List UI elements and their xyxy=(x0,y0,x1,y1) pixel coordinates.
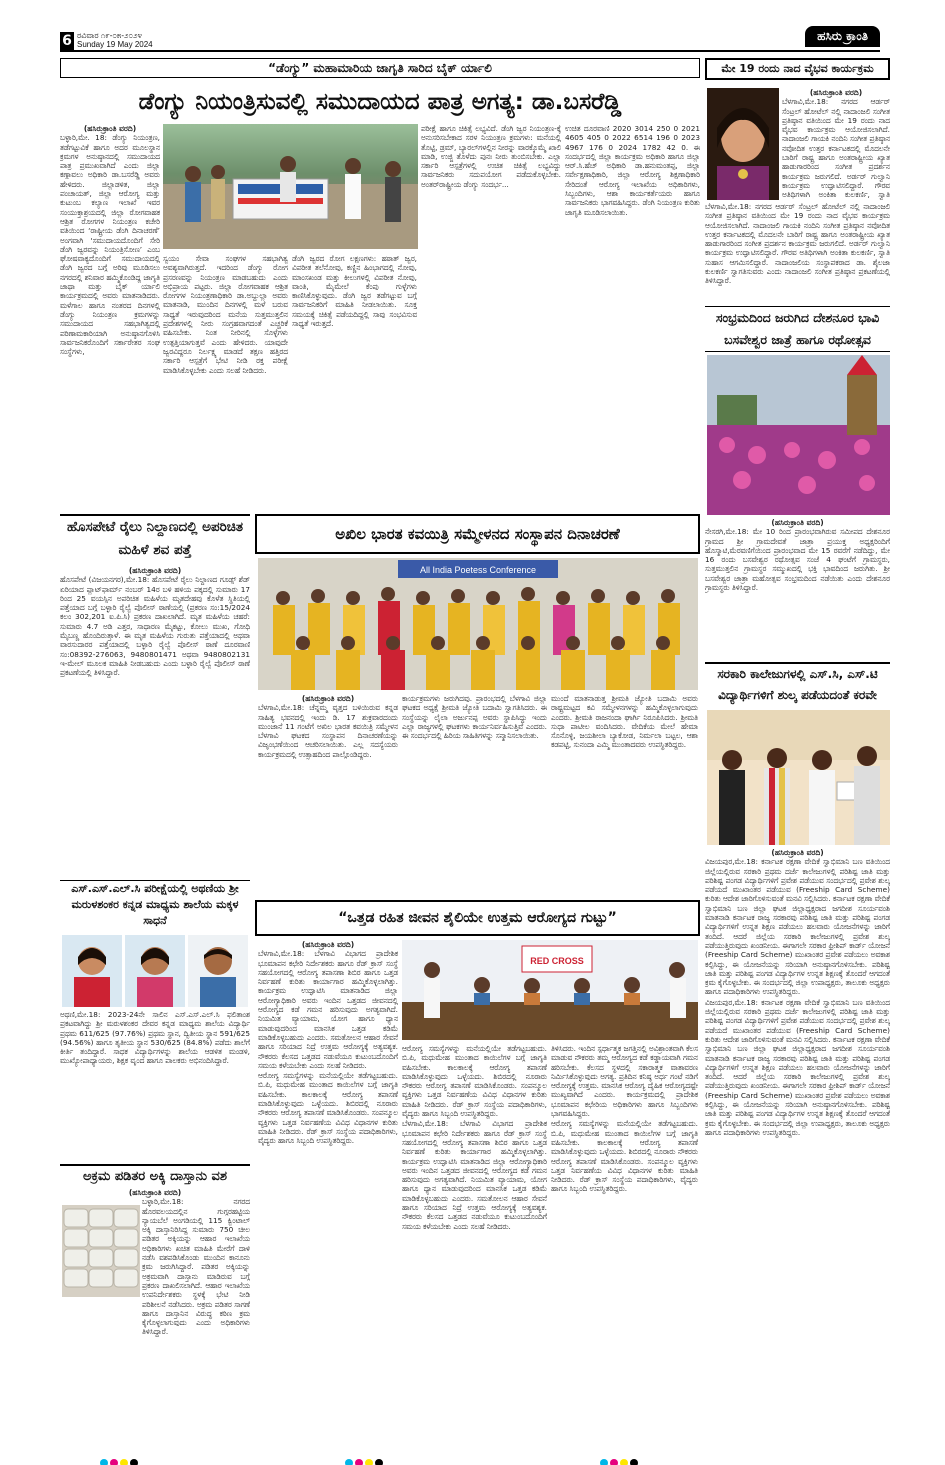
rally-photo xyxy=(163,124,418,249)
college-photo xyxy=(707,710,890,845)
health-photo xyxy=(402,940,698,1040)
rice-byline: (ಹಸಿರುಕ್ರಾಂತಿ ವರದಿ) xyxy=(128,1188,182,1197)
railway-column xyxy=(60,566,250,876)
lead-text-1: ಬಳ್ಳಾರಿ,ಮೇ. 18: ಡೆಂಗ್ಯು ನಿಯಂತ್ರಣ, ತಡೆಗಟ್ಟುವಿಕೆ ಹಾಗೂ ಅದರ ಮೂಲಸ್ಥಾನ ಕ್ರಮಗಳ ಅನುಷ್ಠಾನದಲ್ಲಿ ಸಮುದಾಯದ ಪಾತ್ರ ಪ್ರಮುಖವಾಗಿದೆ ಎಂದು ಜಿಲ್ಲಾ ಕಣ್ಗಾವಲು ಅಧಿಕಾರಿ ಡಾ.ಬಸರೆಡ್ಡಿ ಅವರು ಹೇಳಿದರು. ಜಿಲ್ಲಾಡಳಿತ, ಜಿಲ್ಲಾ ಪಂಚಾಯತ್, ಜಿಲ್ಲಾ ಆರೋಗ್ಯ ಮತ್ತು ಕುಟುಂಬ ಕಲ್ಯಾಣ ಇಲಾಖೆ ಇವರ ಸಂಯುಕ್ತಾಶ್ರಯದಲ್ಲಿ ಜಿಲ್ಲಾ ರೋಗವಾಹಕ ಆಶ್ರಿತ ರೋಗಗಳ ನಿಯಂತ್ರಣ ಕಚೇರಿ ವತಿಯಿಂದ ‘ರಾಷ್ಟ್ರೀಯ ಡೆಂಗಿ ದಿನಾಚರಣೆ’ ಅಂಗವಾಗಿ ‘ಸಮುದಾಯದೊಂದಿಗೆ ಸೇರಿ ಡೆಂಗಿ ಜ್ವರವನ್ನು ನಿಯಂತ್ರಿಸೋಣ’ ಎಂಬ ಘೋಷವಾಕ್ಯದೊಂದಿಗೆ ಸಮುದಾಯದಲ್ಲಿ ಡೆಂಗಿ ಜ್ವರದ ಬಗ್ಗೆ ಅರಿವು ಮೂಡಿಸಲು ನಗರದಲ್ಲಿ ಶನಿವಾರ ಹಮ್ಮಿಕೊಂಡಿದ್ದ ಜಾಗೃತಿ ಜಾಥಾ ಮತ್ತು ಬೈಕ್ ರ್ಯಾಲಿ ಕಾರ್ಯಕ್ರಮದಲ್ಲಿ ಅವರು ಮಾತನಾಡಿದರು. ಮಳೆಗಾಲ ಹಾಗೂ ನಂತರದ ದಿನಗಳಲ್ಲಿ ಡೆಂಗ್ಯು ನಿಯಂತ್ರಣ ಕ್ರಮಗಳನ್ನು ಸಮುದಾಯದ ಸಹಭಾಗಿತ್ವದಲ್ಲಿ ಪರಿಣಾಮಕಾರಿಯಾಗಿ ಅನುಷ್ಠಾನಗೊಳಿಸಿ ಸಾರ್ವಜನಿಕರೊಂದಿಗೆ ಸರ್ಕಾರೇತರ ಸಂಘ ಸಂಸ್ಥೆಗಳು, xyxy=(60,133,160,357)
health-text-2: ಆರೋಗ್ಯ ಸಮಸ್ಯೆಗಳನ್ನು ಮನೆಯಲ್ಲಿಯೇ ತಡೆಗಟ್ಟಬಹುದು. ಬಿ.ಪಿ, ಮಧುಮೇಹ ಮುಂತಾದ ಕಾಯಿಲೆಗಳ ಬಗ್ಗೆ ಜಾಗೃತಿ ವಹಿಸಬೇಕು. ಕಾಲಕಾಲಕ್ಕೆ ಆರೋಗ್ಯ ತಪಾಸಣೆ ಮಾಡಿಸಿಕೊಳ್ಳುವುದು ಒಳ್ಳೆಯದು. ಶಿಬಿರದಲ್ಲಿ ನೂರಾರು ನೌಕರರು ಆರೋಗ್ಯ ತಪಾಸಣೆ ಮಾಡಿಸಿಕೊಂಡರು. ಸಂಪನ್ಮೂಲ ವ್ಯಕ್ತಿಗಳು ಒತ್ತಡ ನಿರ್ವಹಣೆಯ ವಿವಿಧ ವಿಧಾನಗಳ ಕುರಿತು ಮಾಹಿತಿ ನೀಡಿದರು. ರೆಡ್ ಕ್ರಾಸ್ ಸಂಸ್ಥೆಯ ಪದಾಧಿಕಾರಿಗಳು, ವೈದ್ಯರು ಹಾಗೂ ಸಿಬ್ಬಂದಿ ಉಪಸ್ಥಿತರಿದ್ದರು. xyxy=(402,1044,547,1119)
railway-text: ಹೊಸಪೇಟೆ (ವಿಜಯನಗರ),ಮೇ.18: ಹೊಸಪೇಟೆ ರೈಲು ನಿಲ್ದಾಣದ ಗೂಡ್ಸ್ ಶೆಡ್ ಏರಿಯಾದ ಪ್ಲಾಟ್‌ಫಾರ್ಮ್ ನಂಬರ್ 14ರ ಬಳಿ ಹಳಿಯ ಪಕ್ಕದಲ್ಲಿ ಸುಮಾರು 17 ರಿಂದ 25 ವಯಸ್ಸಿನ ಅಪರಿಚಿತ ಮಹಿಳೆಯ ಮೃತದೇಹವು ಕೊಳೆತ ಸ್ಥಿತಿಯಲ್ಲಿ ಪತ್ತೆಯಾದ ಬಗ್ಗೆ ಬಳ್ಳಾರಿ ರೈಲ್ವೆ ಪೊಲೀಸ್ ಠಾಣೆಯಲ್ಲಿ (ಪ್ರಕರಣ ಸಂ:15/2024 ಕಲಂ 302,201 ಐ.ಪಿ.ಸಿ) ಪ್ರಕರಣ ದಾಖಲಾಗಿದೆ. ಮೃತ ಮಹಿಳೆಯ ಚಹರೆ: ಸುಮಾರು 4.7 ಅಡಿ ಎತ್ತರ, ಸಾಧಾರಣ ಮೈಕಟ್ಟು, ಕೋಲು ಮುಖ, ಗೋಧಿ ಮೈಬಣ್ಣ ಹೊಂದಿರುತ್ತಾಳೆ. ಈ ಮೃತ ಮಹಿಳೆಯ ಗುರುತು ಪತ್ತೆಯಾದಲ್ಲಿ ಅಥವಾ ವಾರಸುದಾರರ ಪತ್ತೆಯಾದಲ್ಲಿ ಬಳ್ಳಾರಿ ರೈಲ್ವೆ ಪೊಲೀಸ್ ಠಾಣೆ ದೂರವಾಣಿ ಸಂ:08392-276063, 9480801471 ಅಥವಾ 9480802131 ಇ-ಮೇಲ್ ಮೂಲಕ ಮಾಹಿತಿ ನೀಡಬಹುದು ಎಂದು ಬಳ್ಳಾರಿ ರೈಲ್ವೆ ಪೊಲೀಸ್ ಠಾಣೆ ಪ್ರಕಟಣೆಯಲ್ಲಿ ತಿಳಿಸಿದ್ದಾರೆ. xyxy=(60,575,250,678)
health-text-3b: ಆರೋಗ್ಯ ಸಮಸ್ಯೆಗಳನ್ನು ಮನೆಯಲ್ಲಿಯೇ ತಡೆಗಟ್ಟಬಹುದು. ಬಿ.ಪಿ, ಮಧುಮೇಹ ಮುಂತಾದ ಕಾಯಿಲೆಗಳ ಬಗ್ಗೆ ಜಾಗೃತಿ ವಹಿಸಬೇಕು. ಕಾಲಕಾಲಕ್ಕೆ ಆರೋಗ್ಯ ತಪಾಸಣೆ ಮಾಡಿಸಿಕೊಳ್ಳುವುದು ಒಳ್ಳೆಯದು. ಶಿಬಿರದಲ್ಲಿ ನೂರಾರು ನೌಕರರು ಆರೋಗ್ಯ ತಪಾಸಣೆ ಮಾಡಿಸಿಕೊಂಡರು. ಸಂಪನ್ಮೂಲ ವ್ಯಕ್ತಿಗಳು ಒತ್ತಡ ನಿರ್ವಹಣೆಯ ವಿವಿಧ ವಿಧಾನಗಳ ಕುರಿತು ಮಾಹಿತಿ ನೀಡಿದರು. ರೆಡ್ ಕ್ರಾಸ್ ಸಂಸ್ಥೆಯ ಪದಾಧಿಕಾರಿಗಳು, ವೈದ್ಯರು ಹಾಗೂ ಸಿಬ್ಬಂದಿ ಉಪಸ್ಥಿತರಿದ್ದರು. xyxy=(551,1119,698,1194)
poet-text-2: ಕಾರ್ಯಕ್ರಮಗಳು ಜರುಗಿದವು. ಪ್ರಾರಂಭದಲ್ಲಿ ಬೆಳಗಾವಿ ಜಿಲ್ಲಾ ಘಟಕದ ಅಧ್ಯಕ್ಷೆ ಶ್ರೀಮತಿ ಜ್ಯೋತಿ ಬದಾಮಿ ಸ್ವಾಗತಿಸಿದರು. ಈ ಸಂಸ್ಥೆಯನ್ನು ಲೈಲಾ ಅರ್ಜುನಪ್ಪ ಅವರು ಸ್ಥಾಪಿಸಿದ್ದು ಇಂದು ಎಲ್ಲಾ ರಾಜ್ಯಗಳಲ್ಲಿ ಘಟಕಗಳು ಕಾರ್ಯನಿರ್ವಹಿಸುತ್ತಿವೆ ಎಂದರು. ಈ ಸಂದರ್ಭದಲ್ಲಿ ಹಿರಿಯ ಸಾಹಿತಿಗಳನ್ನು ಸನ್ಮಾನಿಸಲಾಯಿತು. xyxy=(402,694,547,741)
poet-text-3: ಮುಂದೆ ಮಾತನಾಡುತ್ತ ಶ್ರೀಮತಿ ಜ್ಯೋತಿ ಬದಾಮಿ ಅವರು ರಾಷ್ಟ್ರಮಟ್ಟದ ಕವಿ ಸಮ್ಮೇಳನಗಳನ್ನು ಹಮ್ಮಿಕೊಳ್ಳಲಾಗುವುದು ಎಂದರು. ಶ್ರೀಮತಿ ರಾಜನಂದಾ ಘಾರ್ಗಿ ನಿರೂಪಿಸಿದರು. ಶ್ರೀಮತಿ ಸುಧಾ ಪಾಟೀಲ ವಂದಿಸಿದರು. ವೇದಿಕೆಯ ಮೇಲೆ ಹೇಮಾ ಸೊನೊಳ್ಳಿ, ಜಯಶೀಲಾ ಬ್ಯಾಕೋಡ, ನಿರ್ಮಲಾ ಬಟ್ಟಲ, ಆಶಾ ಕಡಪಟ್ಟಿ, ಸುನಂದಾ ಎಮ್ಮಿ ಮುಂತಾದವರು ಉಪಸ್ಥಿತರಿದ್ದರು. xyxy=(551,694,698,750)
health-column-2 xyxy=(402,1044,547,1440)
lead-column-5 xyxy=(565,124,700,509)
date-line xyxy=(77,31,153,49)
lead-column-2 xyxy=(163,254,288,509)
college-headline: ಸರಕಾರಿ ಕಾಲೇಜುಗಳಲ್ಲಿ ಎಸ್.ಸಿ, ಎಸ್.ಟಿ ವಿದ್ಯಾರ್ಥಿಗಳಿಗೆ ಶುಲ್ಕ ಪಡೆಯದಂತೆ ಕರವೇ xyxy=(705,662,890,706)
jatre-text: ನೇಸರಗಿ,ಮೇ.18: ಮೇ 10 ರಿಂದ ಪ್ರಾರಂಭವಾಗಿರುವ ಸಮೀಪದ ದೇಶನೂರ ಗ್ರಾಮದ ಶ್ರೀ ಗ್ರಾಮದೇವತೆ ಜಾತ್ರಾ ಪ್ರಯುಕ್ತ ಅಧ್ಯಕ್ಷರಿಂದಿಗೆ ಹೊಸ್ಮಾಟಿ,ಮೆರವಣಿಗೆಯಿಂದ ಪ್ರಾರಂಭವಾದ ಮೇ 15 ರವರೆಗೆ ನಡೆದಿದ್ದು, ಮೇ 16 ರಂದು ಬಸವೇಶ್ವರ ರಥೋತ್ಸವ ಸಂಜೆ 4 ಘಂಟೆಗೆ ಗ್ರಾಮಸ್ಥರು, ಸುತ್ತಮುತ್ತಲಿನ ಗ್ರಾಮಸ್ಥರ ಸಮ್ಮುಖದಲ್ಲಿ ಭಕ್ತಿ ಭಾವದಿಂದ ಜರುಗಿತು. ಶ್ರೀ ಬಸವೇಶ್ವರ ಜಾತ್ರಾ ಮಹೋತ್ಸವ ಸಂಭ್ರಮದಿಂದ ನಡೆಯಿತು ಎಂದು ದೇಶನೂರ ಗ್ರಾಮಸ್ಥರು ತಿಳಿಸಿದ್ದಾರೆ. xyxy=(705,527,890,593)
lead-text-5: ಉಚಿತ ದೂರವಾಣಿ 2020 3014 250 0 2021 4605 405 0 2022 6514 196 0 2023 4967 176 0 2024 1782 42 0. ಈ ಸಂದರ್ಭದಲ್ಲಿ ಜಿಲ್ಲಾ ಕಾರ್ಯಕ್ರಮ ಅಧಿಕಾರಿ ಹಾಗೂ ಜಿಲ್ಲಾ ಆರ್.ಸಿ.ಹೆಚ್ ಅಧಿಕಾರಿ ಡಾ.ಹನುಮಂತಪ್ಪ, ಜಿಲ್ಲಾ ಸರ್ವೇಕ್ಷಣಾಧಿಕಾರಿ, ಜಿಲ್ಲಾ ಆರೋಗ್ಯ ಶಿಕ್ಷಣಾಧಿಕಾರಿ ಸೇರಿದಂತೆ ಆರೋಗ್ಯ ಇಲಾಖೆಯ ಅಧಿಕಾರಿಗಳು, ಸಿಬ್ಬಂದಿಗಳು, ಆಶಾ ಕಾರ್ಯಕರ್ತೆಯರು ಹಾಗೂ ಸಾರ್ವಜನಿಕರು ಭಾಗವಹಿಸಿದ್ದರು. ಡೆಂಗಿ ನಿಯಂತ್ರಣ ಕುರಿತು ಜಾಗೃತಿ ಮೂಡಿಸಲಾಯಿತು. xyxy=(565,124,700,217)
nada-byline: (ಹಸಿರುಕ್ರಾಂತಿ ವರದಿ) xyxy=(809,88,863,97)
health-byline: (ಹಸಿರುಕ್ರಾಂತಿ ವರದಿ) xyxy=(301,940,355,949)
college-text: ವಿಜಯಪುರ,ಮೇ.18: ಕರ್ನಾಟಕ ರಕ್ಷಣಾ ವೇದಿಕೆ ಸ್ವಾಭಿಮಾನಿ ಬಣ ವತಿಯಿಂದ ಜಿಲ್ಲೆಯಲ್ಲಿರುವ ಸರಕಾರಿ ಪ್ರಥಮ ದರ್ಜೆ ಕಾಲೇಜುಗಳಲ್ಲಿ ಪರಿಶಿಷ್ಟ ಜಾತಿ ಮತ್ತು ಪರಿಶಿಷ್ಟ ಪಂಗಡ ವಿದ್ಯಾರ್ಥಿಗಳಿಗೆ ಪ್ರವೇಶ ಪಡೆಯುವ ಸಂದರ್ಭದಲ್ಲಿ ಪ್ರವೇಶ ಶುಲ್ಕ ಪಡೆಯದೆ ಮುಖಾಂತರ ಪಡೆಯುವ (Freeship Card Scheme) ಕುರಿತು ಆದೇಶ ಜಾರಿಗೊಳಿಸುವಂತೆ ಮನವಿ ಸಲ್ಲಿಸಿದರು. ಕರ್ನಾಟಕ ರಕ್ಷಣಾ ವೇದಿಕೆ ಸ್ವಾಭಿಮಾನಿ ಬಣ ಜಿಲ್ಲಾ ಘಟಕ ಜಿಲ್ಲಾಧ್ಯಕ್ಷರಾದ ಜಗದೀಶ ಸೂರ್ಯವಂಶಿ ಮಾತನಾಡಿ ಕರ್ನಾಟಕ ರಾಜ್ಯ ಸರಕಾರವು ಪರಿಶಿಷ್ಟ ಜಾತಿ ಮತ್ತು ಪರಿಶಿಷ್ಟ ಪಂಗಡ ವಿದ್ಯಾರ್ಥಿಗಳಿಗೆ ಉನ್ನತ ಶಿಕ್ಷಣ ಪಡೆಯಲು ಹಲವಾರು ಯೋಜನೆಗಳನ್ನು ಜಾರಿಗೆ ತಂದಿದೆ. ಆದರೆ ಜಿಲ್ಲೆಯ ಸರಕಾರಿ ಕಾಲೇಜುಗಳಲ್ಲಿ ಪ್ರವೇಶ ಶುಲ್ಕ ಪಡೆಯುತ್ತಿರುವುದು ಖಂಡನೀಯ. ಈಗಾಗಲೇ ಸರಕಾರ ಫ್ರೀಶಿಪ್ ಕಾರ್ಡ್ ಯೋಜನೆ (Freeship Card Scheme) ಮುಖಾಂತರ ಪ್ರವೇಶ ಪಡೆಯಲು ಅವಕಾಶ ಕಲ್ಪಿಸಿದ್ದು, ಈ ಯೋಜನೆಯನ್ನು ಸರಿಯಾಗಿ ಅನುಷ್ಠಾನಗೊಳಿಸಬೇಕು. ಪರಿಶಿಷ್ಟ ಜಾತಿ ಮತ್ತು ಪರಿಶಿಷ್ಟ ಪಂಗಡ ವಿದ್ಯಾರ್ಥಿಗಳ ಉನ್ನತ ಶಿಕ್ಷಣಕ್ಕೆ ತೊಂದರೆ ಆಗದಂತೆ ಕ್ರಮ ಕೈಗೊಳ್ಳಬೇಕು. ಈ ಸಂದರ್ಭದಲ್ಲಿ ಜಿಲ್ಲಾ ಉಪಾಧ್ಯಕ್ಷರು, ತಾಲೂಕು ಅಧ್ಯಕ್ಷರು ಹಾಗೂ ಪದಾಧಿಕಾರಿಗಳು ಉಪಸ್ಥಿತರಿದ್ದರು. xyxy=(705,857,890,997)
lead-column-1 xyxy=(60,124,160,509)
poet-headline-box xyxy=(255,514,700,554)
registration-marks-left xyxy=(100,1452,160,1462)
college-byline: (ಹಸಿರುಕ್ರಾಂತಿ ವರದಿ) xyxy=(771,848,824,857)
rice-headline: ಅಕ್ರಮ ಪಡಿತರ ಅಕ್ಕಿ ದಾಸ್ತಾನು ವಶ xyxy=(60,1164,250,1186)
poet-banner-text: All India Poetess Conference xyxy=(419,565,537,575)
lead-headline: ಡೆಂಗ್ಯು ನಿಯಂತ್ರಿಸುವಲ್ಲಿ ಸಮುದಾಯದ ಪಾತ್ರ ಅಗತ್ಯ: ಡಾ.ಬಸರೆಡ್ಡಿ xyxy=(138,89,622,115)
nada-text-continued: ಬೆಳಗಾವಿ,ಮೇ.18: ನಗರದ ಆರ್ಡರ್ ಸೆಂಟ್ರಲ್ ಹೋಟೆಲ್ ನಲ್ಲಿ ನಾದಾಂಜಲಿ ಸಂಗೀತ ಪ್ರತಿಷ್ಠಾನ ವತಿಯಿಂದ ಮೇ 19 ರಂದು ನಾದ ವೈಭವ ಕಾರ್ಯಕ್ರಮ ಆಯೋಜಿಸಲಾಗಿದೆ. ನಾದಾಂಜಲಿ ಗಾಯಕಿ ನಂದಿನಿ ಸಂಗೀತ ಪ್ರತಿಷ್ಠಾನ ನವೋದಿತ ಉತ್ತರ ಕರ್ನಾಟಕದಲ್ಲಿ ಮೊದಲನೇ ಬಾರಿಗೆ ರಾಷ್ಟ್ರ ಹಾಗೂ ಅಂತರಾಷ್ಟ್ರೀಯ ಖ್ಯಾತ ಹಾಡುಗಾರರಿಂದ ಸಂಗೀತ ಪ್ರದರ್ಶನ ಕಾರ್ಯಕ್ರಮ ಜರುಗಲಿದೆ. ಅರ್ಡರ್ ಗುಲ್ವಾನಿ ಕಾರ್ಯಕ್ರಮ ಉದ್ಘಾಟಿಸಲಿದ್ದಾರೆ. ಗೌರವ ಅತಿಥಿಗಳಾಗಿ ಅಂಕಿತಾ ಕುಲಕರ್ಣಿ, ಸ್ವಾತಿ ಸುಹಾಸ ಆಗಮಿಸಲಿದ್ದಾರೆ. ನಾದಾಂಜಲಿಯ ಸಂಸ್ಥಾಪಕರಾದ ಡಾ. ಶೈಲಜಾ ಕುಲಕರ್ಣಿ ಸ್ವಾಗತಿಸುವರು ಎಂದು ನಾದಾಂಜಲಿ ಸಂಗೀತ ಪ್ರತಿಷ್ಠಾನ ಪ್ರಕಟಣೆಯಲ್ಲಿ ತಿಳಿಸಿದ್ದಾರೆ. xyxy=(705,202,890,286)
health-headline-box xyxy=(255,900,700,936)
health-text-1: ಬೆಳಗಾವಿ,ಮೇ.18: ಬೆಳಗಾವಿ ವಿಭಾಗದ ಪ್ರಾದೇಶಿಕ ಭೂಮಾಪನ ಕಛೇರಿ ನಿರ್ದೇಶಕರು ಹಾಗೂ ರೆಡ್ ಕ್ರಾಸ್ ಸಂಸ್ಥೆ ಸಹಯೋಗದಲ್ಲಿ ಆರೋಗ್ಯ ತಪಾಸಣಾ ಶಿಬಿರ ಹಾಗೂ ಒತ್ತಡ ನಿರ್ವಹಣೆ ಕುರಿತು ಕಾರ್ಯಾಗಾರ ಹಮ್ಮಿಕೊಳ್ಳಲಾಗಿತ್ತು. ಕಾರ್ಯಕ್ರಮ ಉದ್ಘಾಟಿಸಿ ಮಾತನಾಡಿದ ಜಿಲ್ಲಾ ಆರೋಗ್ಯಾಧಿಕಾರಿ ಅವರು ಇಂದಿನ ಒತ್ತಡದ ಜೀವನದಲ್ಲಿ ಆರೋಗ್ಯದ ಕಡೆ ಗಮನ ಹರಿಸುವುದು ಅಗತ್ಯವಾಗಿದೆ. ನಿಯಮಿತ ವ್ಯಾಯಾಮ, ಯೋಗ ಹಾಗೂ ಧ್ಯಾನ ಮಾಡುವುದರಿಂದ ಮಾನಸಿಕ ಒತ್ತಡ ಕಡಿಮೆ ಮಾಡಿಕೊಳ್ಳಬಹುದು ಎಂದರು. ಸಮತೋಲನ ಆಹಾರ ಸೇವನೆ ಹಾಗೂ ಸರಿಯಾದ ನಿದ್ರೆ ಉತ್ತಮ ಆರೋಗ್ಯಕ್ಕೆ ಅತ್ಯವಶ್ಯಕ. ನೌಕರರು ಕೆಲಸದ ಒತ್ತಡದ ನಡುವೆಯೂ ಕುಟುಂಬದೊಂದಿಗೆ ಸಮಯ ಕಳೆಯಬೇಕು ಎಂದು ಸಲಹೆ ನೀಡಿದರು. xyxy=(258,949,398,1070)
singer-photo-art xyxy=(707,88,779,200)
railway-headline: ಹೊಸಪೇಟೆ ರೈಲು ನಿಲ್ದಾಣದಲ್ಲಿ ಅಪರಿಚಿತ ಮಹಿಳೆ ಶವ ಪತ್ತೆ xyxy=(60,514,250,562)
health-photo-art xyxy=(402,940,698,1040)
page-header xyxy=(60,30,880,52)
lead-column-3 xyxy=(292,254,417,509)
date-english: Sunday 19 May 2024 xyxy=(77,40,153,49)
nada-column-1 xyxy=(782,88,890,200)
poet-column-3 xyxy=(551,694,698,894)
sslc-column xyxy=(60,1010,250,1160)
students-photo xyxy=(62,935,248,1007)
health-column-1 xyxy=(258,940,398,1440)
jatre-headline: ಸಂಭ್ರಮದಿಂದ ಜರುಗಿದ ದೇಶನೂರ ಭಾವಿ ಬಸವೇಶ್ವರ ಜಾತ್ರೆ ಹಾಗೂ ರಥೋತ್ಸವ xyxy=(705,306,890,352)
health-text-2b: ಬೆಳಗಾವಿ,ಮೇ.18: ಬೆಳಗಾವಿ ವಿಭಾಗದ ಪ್ರಾದೇಶಿಕ ಭೂಮಾಪನ ಕಛೇರಿ ನಿರ್ದೇಶಕರು ಹಾಗೂ ರೆಡ್ ಕ್ರಾಸ್ ಸಂಸ್ಥೆ ಸಹಯೋಗದಲ್ಲಿ ಆರೋಗ್ಯ ತಪಾಸಣಾ ಶಿಬಿರ ಹಾಗೂ ಒತ್ತಡ ನಿರ್ವಹಣೆ ಕುರಿತು ಕಾರ್ಯಾಗಾರ ಹಮ್ಮಿಕೊಳ್ಳಲಾಗಿತ್ತು. ಕಾರ್ಯಕ್ರಮ ಉದ್ಘಾಟಿಸಿ ಮಾತನಾಡಿದ ಜಿಲ್ಲಾ ಆರೋಗ್ಯಾಧಿಕಾರಿ ಅವರು ಇಂದಿನ ಒತ್ತಡದ ಜೀವನದಲ್ಲಿ ಆರೋಗ್ಯದ ಕಡೆ ಗಮನ ಹರಿಸುವುದು ಅಗತ್ಯವಾಗಿದೆ. ನಿಯಮಿತ ವ್ಯಾಯಾಮ, ಯೋಗ ಹಾಗೂ ಧ್ಯಾನ ಮಾಡುವುದರಿಂದ ಮಾನಸಿಕ ಒತ್ತಡ ಕಡಿಮೆ ಮಾಡಿಕೊಳ್ಳಬಹುದು ಎಂದರು. ಸಮತೋಲನ ಆಹಾರ ಸೇವನೆ ಹಾಗೂ ಸರಿಯಾದ ನಿದ್ರೆ ಉತ್ತಮ ಆರೋಗ್ಯಕ್ಕೆ ಅತ್ಯವಶ್ಯಕ. ನೌಕರರು ಕೆಲಸದ ಒತ್ತಡದ ನಡುವೆಯೂ ಕುಟುಂಬದೊಂದಿಗೆ ಸಮಯ ಕಳೆಯಬೇಕು ಎಂದು ಸಲಹೆ ನೀಡಿದರು. xyxy=(402,1119,547,1231)
sslc-text: ಅಥಣಿ,ಮೇ.18: 2023-24ನೇ ಸಾಲಿನ ಎಸ್.ಎಸ್.ಎಲ್.ಸಿ ಫಲಿತಾಂಶ ಪ್ರಕಟವಾಗಿದ್ದು ಶ್ರೀ ಮರುಳಶಂಕರ ದೇವರ ಕನ್ನಡ ಮಾಧ್ಯಮ ಶಾಲೆಯ ವಿದ್ಯಾರ್ಥಿ ಪ್ರಥಮ 611/625 (97.76%) ಪ್ರಥಮ ಸ್ಥಾನ, ದ್ವಿತೀಯ ಸ್ಥಾನ 591/625 (94.56%) ಹಾಗೂ ತೃತೀಯ ಸ್ಥಾನ 530/625 (84.8%) ಪಡೆದು ಶಾಲೆಗೆ ಕೀರ್ತಿ ತಂದಿದ್ದಾರೆ. ಸಾಧಕ ವಿದ್ಯಾರ್ಥಿಗಳನ್ನು ಶಾಲೆಯ ಆಡಳಿತ ಮಂಡಳಿ, ಮುಖ್ಯೋಪಾಧ್ಯಾಯರು, ಶಿಕ್ಷಕ ವೃಂದ ಹಾಗೂ ಪಾಲಕರು ಅಭಿನಂದಿಸಿದ್ದಾರೆ. xyxy=(60,1010,250,1066)
lead-column-4 xyxy=(421,124,561,509)
health-text-3: ತಿಳಿಸಿದರು. ಇಂದಿನ ಸ್ಪರ್ಧಾತ್ಮಕ ಜಗತ್ತಿನಲ್ಲಿ ಅವಿಶ್ರಾಂತವಾಗಿ ಕೆಲಸ ಮಾಡುವ ನೌಕರರು ತಮ್ಮ ಆರೋಗ್ಯದ ಕಡೆ ಕಡ್ಡಾಯವಾಗಿ ಗಮನ ಹರಿಸಬೇಕು. ಕೆಲಸದ ಸ್ಥಳದಲ್ಲಿ ಸಕಾರಾತ್ಮಕ ವಾತಾವರಣ ನಿರ್ಮಿಸಿಕೊಳ್ಳುವುದು ಅಗತ್ಯ. ಪ್ರತಿದಿನ ಕನಿಷ್ಠ ಅರ್ಧ ಗಂಟೆ ನಡಿಗೆ ಆರೋಗ್ಯಕ್ಕೆ ಉತ್ತಮ. ಮಾನಸಿಕ ಆರೋಗ್ಯ ದೈಹಿಕ ಆರೋಗ್ಯದಷ್ಟೇ ಮುಖ್ಯವಾಗಿದೆ ಎಂದರು. ಕಾರ್ಯಕ್ರಮದಲ್ಲಿ ಪ್ರಾದೇಶಿಕ ಭೂಮಾಪನ ಕಛೇರಿಯ ಅಧಿಕಾರಿಗಳು ಹಾಗೂ ಸಿಬ್ಬಂದಿಗಳು ಭಾಗವಹಿಸಿದ್ದರು. xyxy=(551,1044,698,1119)
poet-group-photo-art xyxy=(258,558,698,690)
registration-marks-right xyxy=(600,1452,660,1462)
poet-group-photo xyxy=(258,558,698,690)
lead-text-3: ಡೆಂಗಿ ಜ್ವರದ ರೋಗ ಲಕ್ಷಣಗಳು: ಹಠಾತ್ ಜ್ವರ, ವಿಪರೀತ ತಲೆನೋವು, ಕಣ್ಣಿನ ಹಿಂಭಾಗದಲ್ಲಿ ನೋವು, ಮಾಂಸಖಂಡ ಮತ್ತು ಕೀಲುಗಳಲ್ಲಿ ವಿಪರೀತ ನೋವು, ವಾಂತಿ, ಮೈಮೇಲೆ ಕೆಂಪು ಗುಳ್ಳೆಗಳು ಕಾಣಿಸಿಕೊಳ್ಳುವುದು. ಡೆಂಗಿ ಜ್ವರ ತಡೆಗಟ್ಟುವ ಬಗ್ಗೆ ಸಾರ್ವಜನಿಕರಿಗೆ ಮಾಹಿತಿ ನೀಡಲಾಯಿತು. ಸೂಕ್ತ ಸಮಯಕ್ಕೆ ಚಿಕಿತ್ಸೆ ಪಡೆಯದಿದ್ದಲ್ಲಿ ಸಾವು ಸಂಭವಿಸುವ ಸಾಧ್ಯತೆ ಇರುತ್ತದೆ. xyxy=(292,254,417,329)
college-text-continued: ವಿಜಯಪುರ,ಮೇ.18: ಕರ್ನಾಟಕ ರಕ್ಷಣಾ ವೇದಿಕೆ ಸ್ವಾಭಿಮಾನಿ ಬಣ ವತಿಯಿಂದ ಜಿಲ್ಲೆಯಲ್ಲಿರುವ ಸರಕಾರಿ ಪ್ರಥಮ ದರ್ಜೆ ಕಾಲೇಜುಗಳಲ್ಲಿ ಪರಿಶಿಷ್ಟ ಜಾತಿ ಮತ್ತು ಪರಿಶಿಷ್ಟ ಪಂಗಡ ವಿದ್ಯಾರ್ಥಿಗಳಿಗೆ ಪ್ರವೇಶ ಪಡೆಯುವ ಸಂದರ್ಭದಲ್ಲಿ ಪ್ರವೇಶ ಶುಲ್ಕ ಪಡೆಯದೆ ಮುಖಾಂತರ ಪಡೆಯುವ (Freeship Card Scheme) ಕುರಿತು ಆದೇಶ ಜಾರಿಗೊಳಿಸುವಂತೆ ಮನವಿ ಸಲ್ಲಿಸಿದರು. ಕರ್ನಾಟಕ ರಕ್ಷಣಾ ವೇದಿಕೆ ಸ್ವಾಭಿಮಾನಿ ಬಣ ಜಿಲ್ಲಾ ಘಟಕ ಜಿಲ್ಲಾಧ್ಯಕ್ಷರಾದ ಜಗದೀಶ ಸೂರ್ಯವಂಶಿ ಮಾತನಾಡಿ ಕರ್ನಾಟಕ ರಾಜ್ಯ ಸರಕಾರವು ಪರಿಶಿಷ್ಟ ಜಾತಿ ಮತ್ತು ಪರಿಶಿಷ್ಟ ಪಂಗಡ ವಿದ್ಯಾರ್ಥಿಗಳಿಗೆ ಉನ್ನತ ಶಿಕ್ಷಣ ಪಡೆಯಲು ಹಲವಾರು ಯೋಜನೆಗಳನ್ನು ಜಾರಿಗೆ ತಂದಿದೆ. ಆದರೆ ಜಿಲ್ಲೆಯ ಸರಕಾರಿ ಕಾಲೇಜುಗಳಲ್ಲಿ ಪ್ರವೇಶ ಶುಲ್ಕ ಪಡೆಯುತ್ತಿರುವುದು ಖಂಡನೀಯ. ಈಗಾಗಲೇ ಸರಕಾರ ಫ್ರೀಶಿಪ್ ಕಾರ್ಡ್ ಯೋಜನೆ (Freeship Card Scheme) ಮುಖಾಂತರ ಪ್ರವೇಶ ಪಡೆಯಲು ಅವಕಾಶ ಕಲ್ಪಿಸಿದ್ದು, ಈ ಯೋಜನೆಯನ್ನು ಸರಿಯಾಗಿ ಅನುಷ್ಠಾನಗೊಳಿಸಬೇಕು. ಪರಿಶಿಷ್ಟ ಜಾತಿ ಮತ್ತು ಪರಿಶಿಷ್ಟ ಪಂಗಡ ವಿದ್ಯಾರ್ಥಿಗಳ ಉನ್ನತ ಶಿಕ್ಷಣಕ್ಕೆ ತೊಂದರೆ ಆಗದಂತೆ ಕ್ರಮ ಕೈಗೊಳ್ಳಬೇಕು. ಈ ಸಂದರ್ಭದಲ್ಲಿ ಜಿಲ್ಲಾ ಉಪಾಧ್ಯಕ್ಷರು, ತಾಲೂಕು ಅಧ್ಯಕ್ಷರು ಹಾಗೂ ಪದಾಧಿಕಾರಿಗಳು ಉಪಸ್ಥಿತರಿದ್ದರು. xyxy=(705,997,890,1137)
poet-headline: ಅಖಿಲ ಭಾರತ ಕವಯಿತ್ರಿ ಸಮ್ಮೇಳನದ ಸಂಸ್ಥಾಪನ ದಿನಾಚರಣೆ xyxy=(335,525,620,543)
college-column xyxy=(705,848,890,1443)
sslc-headline: ಎಸ್.ಎಸ್.ಎಲ್.ಸಿ ಪರೀಕ್ಷೆಯಲ್ಲಿ ಅಥಣಿಯ ಶ್ರೀ ಮರುಳಶಂಕರ ಕನ್ನಡ ಮಾಧ್ಯಮ ಶಾಲೆಯ ಮಕ್ಕಳ ಸಾಧನೆ xyxy=(60,880,250,930)
rice-column xyxy=(60,1188,250,1443)
health-column-3 xyxy=(551,1044,698,1440)
students-photo-art xyxy=(62,935,248,1007)
page-number: 6 xyxy=(60,32,74,50)
nada-headline: ಮೇ 19 ರಂದು ನಾದ ವೈಭವ ಕಾರ್ಯಕ್ರಮ xyxy=(705,58,890,80)
health-banner-text: RED CROSS xyxy=(530,956,584,966)
railway-byline: (ಹಸಿರುಕ್ರಾಂತಿ ವರದಿ) xyxy=(128,566,182,575)
poet-column-2 xyxy=(402,694,547,894)
nada-column-2 xyxy=(705,202,890,302)
jatre-photo xyxy=(707,355,890,515)
date-kannada: ರವಿವಾರ ೧೯-೦೫-೨೦೨೪ xyxy=(77,31,142,40)
poet-column-1 xyxy=(258,694,398,894)
jatre-photo-art xyxy=(707,355,890,515)
lead-byline: (ಹಸಿರುಕ್ರಾಂತಿ ವರದಿ) xyxy=(83,124,137,133)
singer-photo xyxy=(707,88,779,200)
college-photo-art xyxy=(707,710,890,845)
health-text-1b: ಆರೋಗ್ಯ ಸಮಸ್ಯೆಗಳನ್ನು ಮನೆಯಲ್ಲಿಯೇ ತಡೆಗಟ್ಟಬಹುದು. ಬಿ.ಪಿ, ಮಧುಮೇಹ ಮುಂತಾದ ಕಾಯಿಲೆಗಳ ಬಗ್ಗೆ ಜಾಗೃತಿ ವಹಿಸಬೇಕು. ಕಾಲಕಾಲಕ್ಕೆ ಆರೋಗ್ಯ ತಪಾಸಣೆ ಮಾಡಿಸಿಕೊಳ್ಳುವುದು ಒಳ್ಳೆಯದು. ಶಿಬಿರದಲ್ಲಿ ನೂರಾರು ನೌಕರರು ಆರೋಗ್ಯ ತಪಾಸಣೆ ಮಾಡಿಸಿಕೊಂಡರು. ಸಂಪನ್ಮೂಲ ವ್ಯಕ್ತಿಗಳು ಒತ್ತಡ ನಿರ್ವಹಣೆಯ ವಿವಿಧ ವಿಧಾನಗಳ ಕುರಿತು ಮಾಹಿತಿ ನೀಡಿದರು. ರೆಡ್ ಕ್ರಾಸ್ ಸಂಸ್ಥೆಯ ಪದಾಧಿಕಾರಿಗಳು, ವೈದ್ಯರು ಹಾಗೂ ಸಿಬ್ಬಂದಿ ಉಪಸ್ಥಿತರಿದ್ದರು. xyxy=(258,1071,398,1146)
jatre-column xyxy=(705,518,890,656)
poet-byline: (ಹಸಿರುಕ್ರಾಂತಿ ವರದಿ) xyxy=(301,694,355,703)
jatre-byline: (ಹಸಿರುಕ್ರಾಂತಿ ವರದಿ) xyxy=(771,518,824,527)
health-headline: “ಒತ್ತಡ ರಹಿತ ಜೀವನ ಶೈಲಿಯೇ ಉತ್ತಮ ಆರೋಗ್ಯದ ಗುಟ್ಟು” xyxy=(338,910,617,926)
rally-photo-art xyxy=(163,124,418,249)
lead-kicker: “ಡೆಂಗ್ಯು” ಮಹಾಮಾರಿಯ ಜಾಗೃತಿ ಸಾರಿದ ಬೈಕ್ ರ್ಯಾಲಿ xyxy=(60,58,700,78)
lead-text-2: ಸ್ವಯಂ ಸೇವಾ ಸಂಘಗಳ ಸಹಭಾಗಿತ್ವ ಅವಶ್ಯವಾಗಿರುತ್ತದೆ. ಇದರಿಂದ ಡೆಂಗ್ಯು ರೋಗ ಪ್ರಸರಣವನ್ನು ನಿಯಂತ್ರಣ ಮಾಡಬಹುದು ಎಂದು ಅಭಿಪ್ರಾಯ ಪಟ್ಟರು. ಜಿಲ್ಲಾ ರೋಗವಾಹಕ ಆಶ್ರಿತ ರೋಗಗಳ ನಿಯಂತ್ರಣಾಧಿಕಾರಿ ಡಾ.ಅಬ್ದುಲ್ಲಾ ಅವರು ಮಾತನಾಡಿ, ಮುಂದಿನ ದಿನಗಳಲ್ಲಿ ಮಳೆ ಬರುವ ಸಾಧ್ಯತೆ ಇರುವುದರಿಂದ ಮನೆಯ ಸುತ್ತಮುತ್ತಲಿನ ಪ್ರದೇಶಗಳಲ್ಲಿ ನೀರು ಸಂಗ್ರಹವಾಗದಂತೆ ಎಚ್ಚರಿಕೆ ವಹಿಸಬೇಕು. ನಿಂತ ನೀರಿನಲ್ಲಿ ಸೊಳ್ಳೆಗಳು ಉತ್ಪತ್ತಿಯಾಗುತ್ತವೆ ಎಂದು ಹೇಳಿದರು. ಯಾವುದೇ ಜ್ವರವಿದ್ದರೂ ನಿರ್ಲಕ್ಷ್ಯ ಮಾಡದೆ ತಕ್ಷಣ ಹತ್ತಿರದ ಸರ್ಕಾರಿ ಆಸ್ಪತ್ರೆಗೆ ಭೇಟಿ ನೀಡಿ ರಕ್ತ ಪರೀಕ್ಷೆ ಮಾಡಿಸಿಕೊಳ್ಳಬೇಕು ಎಂದು ಸಲಹೆ ನೀಡಿದರು. xyxy=(163,254,288,375)
registration-marks-center xyxy=(345,1452,405,1462)
lead-text-4: ಪರೀಕ್ಷೆ ಹಾಗೂ ಚಿಕಿತ್ಸೆ ಲಭ್ಯವಿದೆ. ಡೆಂಗಿ ಜ್ವರ ನಿಯಂತ್ರಣ-ಕ್ಕೆ ಅನುಸರಿಸಬೇಕಾದ ಸರಳ ನಿಯಂತ್ರಣ ಕ್ರಮಗಳು: ಮನೆಯಲ್ಲಿ ತೊಟ್ಟಿ, ಡ್ರಮ್, ಬ್ಯಾರಲ್‌ಗಳಲ್ಲಿನ ನೀರನ್ನು ವಾರಕ್ಕೊಮ್ಮೆ ಖಾಲಿ ಮಾಡಿ, ಉಜ್ಜಿ ತೊಳೆದು ಪುನಃ ನೀರು ತುಂಬಿಸಬೇಕು. ಎಲ್ಲಾ ಸರ್ಕಾರಿ ಆಸ್ಪತ್ರೆಗಳಲ್ಲಿ ಉಚಿತ ಚಿಕಿತ್ಸೆ ಲಭ್ಯವಿದ್ದು ಸಾರ್ವಜನಿಕರು ಸದುಪಯೋಗ ಪಡೆದುಕೊಳ್ಳಬೇಕು. ಅಂತರ್‌ರಾಷ್ಟ್ರೀಯ ಡೆಂಗ್ಯು ಸಂದರ್ಭ... xyxy=(421,124,561,189)
poet-text-1: ಬೆಳಗಾವಿ,ಮೇ.18: ಚೆನ್ನಮ್ಮ ವೃತ್ತದ ಬಳಿಯಿರುವ ಕನ್ನಡ ಸಾಹಿತ್ಯ ಭವನದಲ್ಲಿ ಇಂದು ಡಿ. 17 ಶುಕ್ರವಾರದಂದು ಮುಂಜಾನೆ 11 ಗಂಟೆಗೆ ಅಖಿಲ ಭಾರತ ಕವಯಿತ್ರಿ ಸಮ್ಮೇಳನ ಬೆಳಗಾವಿ ಘಟಕದ ಸಂಸ್ಥಾಪನ ದಿನಾಚರಣೆಯನ್ನು ವಿಜೃಂಭಣೆಯಿಂದ ಆಚರಿಸಲಾಯಿತು. ಎಲ್ಲ ಸದಸ್ಯೆಯರು ಕಾರ್ಯಕ್ರಮದಲ್ಲಿ ಉತ್ಸಾಹದಿಂದ ಪಾಲ್ಗೊಂಡಿದ್ದರು. xyxy=(258,703,398,759)
rice-text: ಬಳ್ಳಾರಿ,ಮೇ.18: ನಗರದ ಹೊರವಲಯದಲ್ಲಿನ ಗುಗ್ಗರಹಟ್ಟಿಯ ನ್ಯಾಯಬೆಲೆ ಅಂಗಡಿಯಲ್ಲಿ 115 ಕ್ವಿಂಟಾಲ್ ಅಕ್ಕಿ ದಾಸ್ತಾನಿರಿಸಿದ್ದ ಸುಮಾರು 750 ಚೀಲ ಪಡಿತರ ಅಕ್ಕಿಯನ್ನು ಆಹಾರ ಇಲಾಖೆಯ ಅಧಿಕಾರಿಗಳು ಖಚಿತ ಮಾಹಿತಿ ಮೇರೆಗೆ ದಾಳಿ ನಡೆಸಿ ವಶಪಡಿಸಿಕೊಂಡು ಮುಂದಿನ ಕಾನೂನು ಕ್ರಮ ಜರುಗಿಸಿದ್ದಾರೆ. ಪಡಿತರ ಅಕ್ಕಿಯನ್ನು ಅಕ್ರಮವಾಗಿ ದಾಸ್ತಾನು ಮಾಡಿರುವ ಬಗ್ಗೆ ಪ್ರಕರಣ ದಾಖಲಿಸಲಾಗಿದೆ. ಆಹಾರ ಇಲಾಖೆಯ ಉಪನಿರ್ದೇಶಕರು ಸ್ಥಳಕ್ಕೆ ಭೇಟಿ ನೀಡಿ ಪರಿಶೀಲನೆ ನಡೆಸಿದರು. ಅಕ್ರಮ ಪಡಿತರ ಸಾಗಣೆ ಹಾಗೂ ದಾಸ್ತಾನಿನ ವಿರುದ್ಧ ಕಠಿಣ ಕ್ರಮ ಕೈಗೊಳ್ಳಲಾಗುವುದು ಎಂದು ಅಧಿಕಾರಿಗಳು ತಿಳಿಸಿದ್ದಾರೆ. xyxy=(142,1197,250,1337)
nada-text: ಬೆಳಗಾವಿ,ಮೇ.18: ನಗರದ ಆರ್ಡರ್ ಸೆಂಟ್ರಲ್ ಹೋಟೆಲ್ ನಲ್ಲಿ ನಾದಾಂಜಲಿ ಸಂಗೀತ ಪ್ರತಿಷ್ಠಾನ ವತಿಯಿಂದ ಮೇ 19 ರಂದು ನಾದ ವೈಭವ ಕಾರ್ಯಕ್ರಮ ಆಯೋಜಿಸಲಾಗಿದೆ. ನಾದಾಂಜಲಿ ಗಾಯಕಿ ನಂದಿನಿ ಸಂಗೀತ ಪ್ರತಿಷ್ಠಾನ ನವೋದಿತ ಉತ್ತರ ಕರ್ನಾಟಕದಲ್ಲಿ ಮೊದಲನೇ ಬಾರಿಗೆ ರಾಷ್ಟ್ರ ಹಾಗೂ ಅಂತರಾಷ್ಟ್ರೀಯ ಖ್ಯಾತ ಹಾಡುಗಾರರಿಂದ ಸಂಗೀತ ಪ್ರದರ್ಶನ ಕಾರ್ಯಕ್ರಮ ಜರುಗಲಿದೆ. ಅರ್ಡರ್ ಗುಲ್ವಾನಿ ಕಾರ್ಯಕ್ರಮ ಉದ್ಘಾಟಿಸಲಿದ್ದಾರೆ. ಗೌರವ ಅತಿಥಿಗಳಾಗಿ ಅಂಕಿತಾ ಕುಲಕರ್ಣಿ, ಸ್ವಾತಿ xyxy=(782,97,890,200)
paper-name: ಹಸಿರು ಕ್ರಾಂತಿ xyxy=(805,26,880,47)
